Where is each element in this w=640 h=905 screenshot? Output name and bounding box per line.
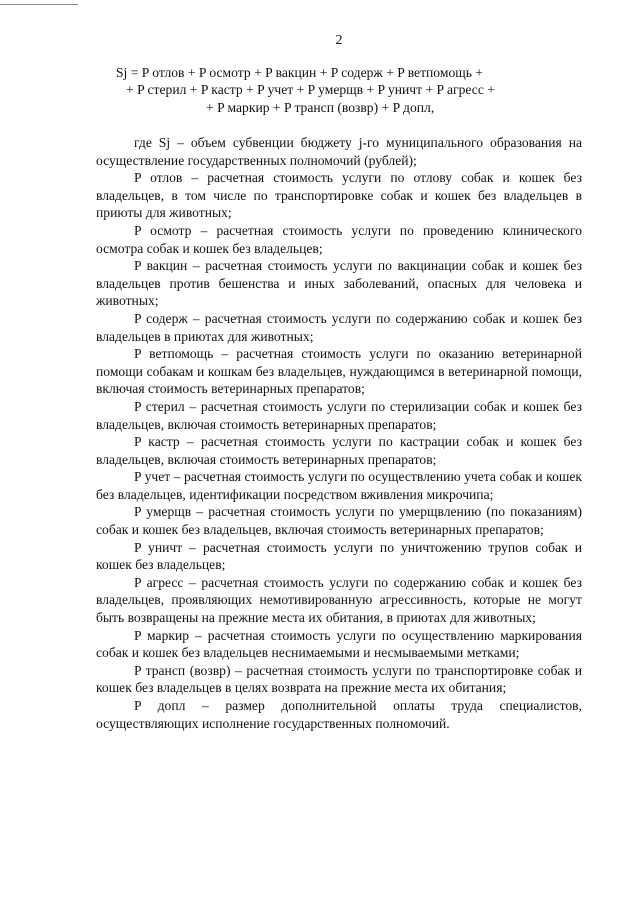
definition-p-agress: P агресс – расчетная стоимость услуги по содержанию собак и кошек без владельцев, проявляющих немотивированную агрессивность, которые не могут быть возвращены на прежние места их обитания, в приютах для животных; (96, 574, 582, 626)
definition-p-dopl: P допл – размер дополнительной оплаты труда специалистов, осуществляющих исполнение государственных полномочий. (96, 698, 582, 731)
scan-edge-mark (0, 4, 78, 5)
definition-p-vetpomosch: P ветпомощь – расчетная стоимость услуги по оказанию ветеринарной помощи собакам и кошкам без владельцев, нуждающимся в ветеринарной помощи, включая стоимость ветеринарных препаратов; (96, 346, 582, 397)
definition-p-steril: P стерил – расчетная стоимость услуги по стерилизации собак и кошек без владельцев, включая стоимость ветеринарных препаратов; (96, 398, 582, 432)
subvention-formula (96, 64, 582, 116)
definition-p-markir: P маркир – расчетная стоимость услуги по осуществлению маркирования собак и кошек без владельцев неснимаемыми и несмываемыми метками; (96, 627, 582, 661)
definition-p-soderzh: P содерж – расчетная стоимость услуги по содержанию собак и кошек без владельцев в приютах для животных; (96, 310, 582, 344)
definition-p-uchet: P учет – расчетная стоимость услуги по осуществлению учета собак и кошек без владельцев, идентификации посредством вживления микрочипа; (96, 469, 582, 502)
definition-p-umertshv: P умерщв – расчетная стоимость услуги по умерщвлению (по показаниям) собак и кошек без владельцев, включая стоимость ветеринарных препаратов; (96, 504, 582, 538)
definition-p-transp: P трансп (возвр) – расчетная стоимость услуги по транспортировке собак и кошек без владельцев в целях возврата на прежние места их обитания; (96, 662, 582, 696)
formula-line-1: Sj = P отлов + P осмотр + P вакцин + P содерж + P ветпомощь + (116, 65, 483, 80)
definition-sj: где Sj – объем субвенции бюджету j-го муниципального образования на осуществление государственных полномочий (рублей); (96, 135, 582, 168)
page-number: 2 (335, 33, 343, 48)
definition-p-osmotr: P осмотр – расчетная стоимость услуги по проведению клинического осмотра собак и кошек без владельцев; (96, 222, 582, 256)
definition-p-kastr: P кастр – расчетная стоимость услуги по кастрации собак и кошек без владельцев, включая стоимость ветеринарных препаратов; (96, 434, 582, 467)
formula-line-3: + P маркир + P трансп (возвр) + P допл, (206, 99, 435, 115)
definition-p-unichtozh: P уничт – расчетная стоимость услуги по уничтожению трупов собак и кошек без владельцев; (96, 539, 582, 573)
definition-p-otlov: P отлов – расчетная стоимость услуги по отлову собак и кошек без владельцев, в том числе по транспортировке собак и кошек без владельцев в приюты для животных; (96, 170, 582, 221)
formula-line-2: + P стерил + P кастр + P учет + P умерщв + P уничт + P агресс + (126, 82, 495, 98)
formula-definitions (96, 134, 582, 732)
definition-p-vakcin: P вакцин – расчетная стоимость услуги по вакцинации собак и кошек без владельцев против бешенства и иных заболеваний, опасных для человека и животных; (96, 258, 582, 309)
